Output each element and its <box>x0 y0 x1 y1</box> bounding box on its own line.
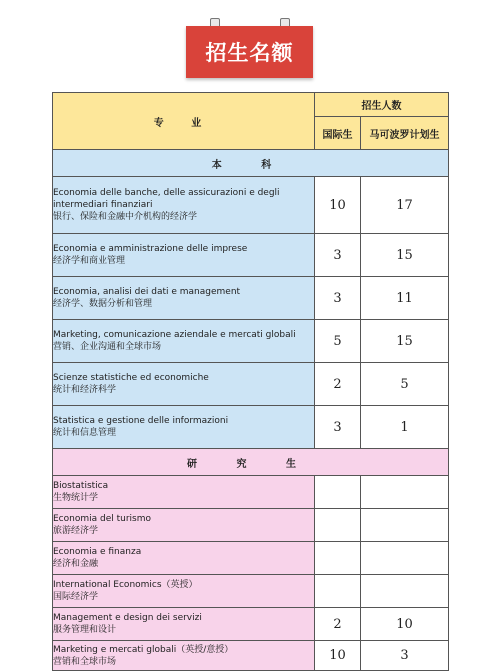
program-name-italian: Economia, analisi dei dati e management <box>53 287 241 297</box>
international-quota-cell: 2 <box>315 363 361 406</box>
program-name-chinese: 国际经济学 <box>53 592 99 602</box>
program-name-cell <box>53 641 315 671</box>
international-quota-cell: 3 <box>315 406 361 449</box>
international-quota-cell: 2 <box>315 608 361 641</box>
program-name-italian: Management e design dei servizi <box>53 613 202 623</box>
program-name-chinese: 经济学、数据分析和管理 <box>53 299 153 309</box>
header-quota: 招生人数 <box>315 93 449 117</box>
international-quota-cell <box>315 476 361 509</box>
program-name-chinese: 营销、企业沟通和全球市场 <box>53 342 162 352</box>
program-name-chinese: 银行、保险和金融中介机构的经济学 <box>53 212 198 222</box>
quota-table <box>52 92 449 671</box>
marco-polo-quota-cell <box>361 509 449 542</box>
program-name-italian: Marketing e mercati globali（英授/意授） <box>53 644 234 655</box>
program-name-cell <box>53 234 315 277</box>
table-row <box>53 363 449 406</box>
program-name-italian: Economia del turismo <box>53 514 152 524</box>
program-name-cell <box>53 177 315 234</box>
marco-polo-quota-cell: 17 <box>361 177 449 234</box>
international-quota-cell: 3 <box>315 277 361 320</box>
program-name-italian: Biostatistica <box>53 481 109 491</box>
program-name-cell <box>53 363 315 406</box>
table-row <box>53 277 449 320</box>
program-name-italian: International Economics（英授） <box>53 580 198 590</box>
marco-polo-quota-cell: 3 <box>361 641 449 671</box>
table-row <box>53 476 449 509</box>
program-name-cell <box>53 608 315 641</box>
header-marco-polo: 马可波罗计划生 <box>361 117 449 150</box>
international-quota-cell <box>315 575 361 608</box>
program-name-cell <box>53 575 315 608</box>
program-name-italian: Scienze statistiche ed economiche <box>53 373 209 383</box>
international-quota-cell <box>315 542 361 575</box>
table-row <box>53 509 449 542</box>
marco-polo-quota-cell <box>361 542 449 575</box>
program-name-chinese: 统计和信息管理 <box>53 428 117 438</box>
marco-polo-quota-cell: 10 <box>361 608 449 641</box>
international-quota-cell: 5 <box>315 320 361 363</box>
table-row <box>53 320 449 363</box>
marco-polo-quota-cell <box>361 476 449 509</box>
program-name-cell <box>53 277 315 320</box>
program-name-cell <box>53 509 315 542</box>
program-name-italian: Economia e finanza <box>53 547 142 557</box>
program-name-chinese: 经济学和商业管理 <box>53 256 126 266</box>
program-name-chinese: 经济和金融 <box>53 559 99 569</box>
program-name-chinese: 旅游经济学 <box>53 526 99 536</box>
program-name-chinese: 营销和全球市场 <box>53 656 117 667</box>
header-international: 国际生 <box>315 117 361 150</box>
table-row <box>53 542 449 575</box>
international-quota-cell <box>315 509 361 542</box>
marco-polo-quota-cell: 15 <box>361 320 449 363</box>
program-name-chinese: 服务管理和设计 <box>53 625 117 635</box>
undergraduate-rows <box>53 177 449 449</box>
international-quota-cell: 10 <box>315 177 361 234</box>
international-quota-cell: 10 <box>315 641 361 671</box>
program-name-italian: Marketing, comunicazione aziendale e mercati globali <box>53 330 296 340</box>
marco-polo-quota-cell: 15 <box>361 234 449 277</box>
program-name-chinese: 统计和经济科学 <box>53 385 117 395</box>
program-name-italian: Statistica e gestione delle informazioni <box>53 416 229 426</box>
program-name-italian: Economia e amministrazione delle imprese <box>53 244 248 254</box>
table-row <box>53 406 449 449</box>
program-name-cell <box>53 542 315 575</box>
table-row <box>53 608 449 641</box>
section-undergraduate: 本 科 <box>53 150 449 177</box>
header-major: 专 业 <box>53 93 315 150</box>
table-row <box>53 234 449 277</box>
page-title: 招生名额 <box>186 26 313 78</box>
international-quota-cell: 3 <box>315 234 361 277</box>
marco-polo-quota-cell <box>361 575 449 608</box>
table-row <box>53 177 449 234</box>
marco-polo-quota-cell: 1 <box>361 406 449 449</box>
section-graduate: 研 究 生 <box>53 449 449 476</box>
program-name-cell <box>53 406 315 449</box>
program-name-cell <box>53 476 315 509</box>
table-row <box>53 575 449 608</box>
marco-polo-quota-cell: 5 <box>361 363 449 406</box>
program-name-chinese: 生物统计学 <box>53 493 99 503</box>
program-name-italian: Economia delle banche, delle assicurazioni e degli intermediari finanziari <box>53 188 280 210</box>
marco-polo-quota-cell: 11 <box>361 277 449 320</box>
program-name-cell <box>53 320 315 363</box>
title-banner <box>186 18 313 78</box>
graduate-rows <box>53 476 449 671</box>
table-row <box>53 641 449 671</box>
